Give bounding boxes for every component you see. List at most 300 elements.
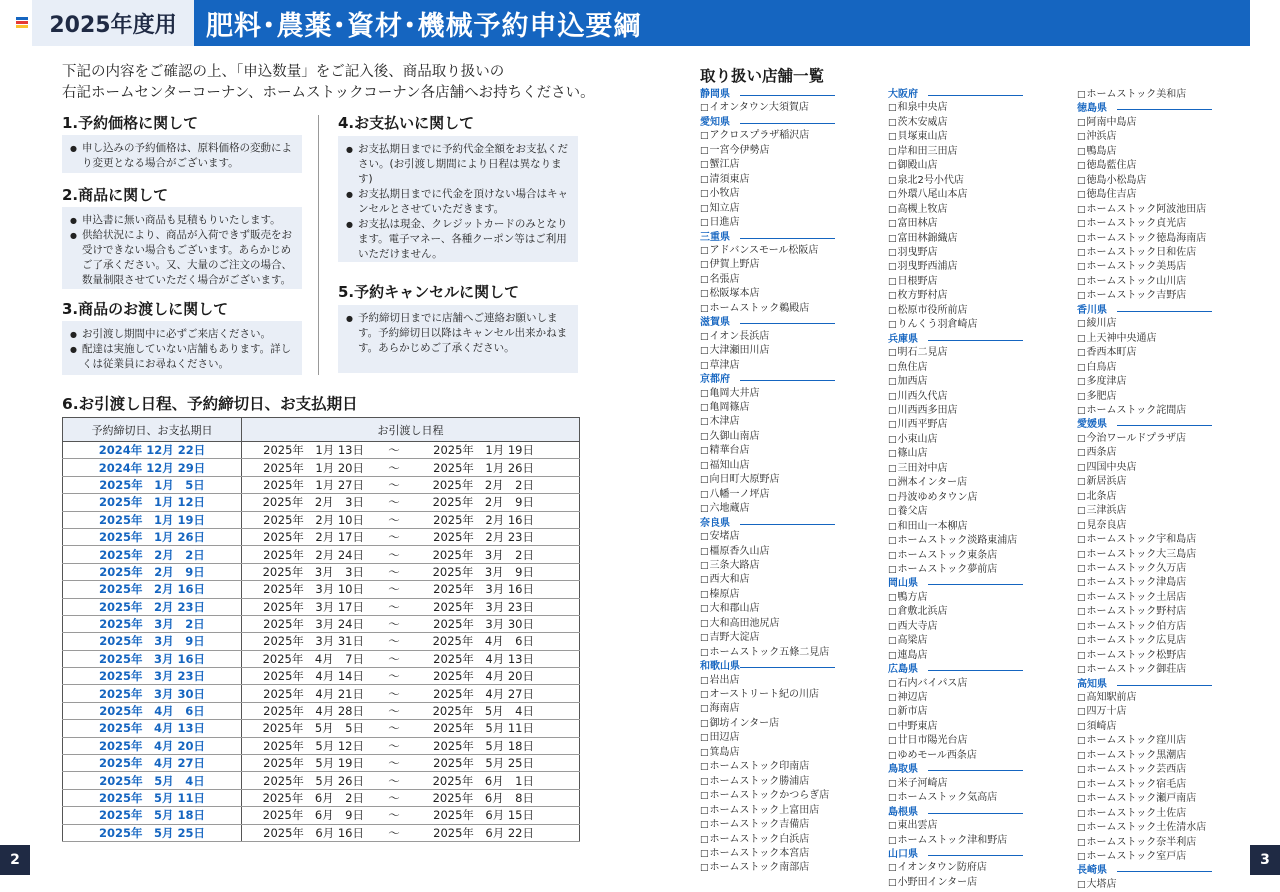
store-item: □ 川西平野店	[888, 418, 1048, 432]
store-item: □ 明石二見店	[888, 346, 1048, 360]
pickup-range	[242, 633, 580, 650]
store-item: □ 多肥店	[1077, 390, 1237, 404]
store-item: □ 今治ワールドプラザ店	[1077, 432, 1237, 446]
store-item: □ 富田林店	[888, 217, 1048, 231]
pickup-range	[242, 528, 580, 545]
pickup-from: 2025年 3月 31日	[263, 634, 364, 649]
range-tilde: 〜	[388, 704, 400, 719]
intro-line: 下記の内容をご確認の上、「申込数量」をご記入後、商品取り扱いの	[62, 64, 505, 80]
prefecture-heading: 奈良県	[700, 517, 860, 530]
store-item: □ 大和郡山店	[700, 602, 860, 616]
pickup-range	[242, 615, 580, 632]
pickup-to: 2025年 3月 23日	[433, 599, 534, 614]
store-item: □ 見奈良店	[1077, 519, 1237, 533]
store-item: □ ホームストック野村店	[1077, 605, 1237, 619]
range-tilde: 〜	[388, 808, 400, 823]
pickup-to: 2025年 2月 2日	[432, 477, 534, 492]
store-item: □ ホームストック東条店	[888, 549, 1048, 563]
prefecture-heading: 広島県	[888, 663, 1048, 676]
pickup-to: 2025年 4月 6日	[432, 634, 534, 649]
store-item: □ りんくう羽倉崎店	[888, 318, 1048, 332]
prefecture-heading: 大阪府	[888, 88, 1048, 101]
store-item: □ 米子河崎店	[888, 777, 1048, 791]
store-item: □ 四万十店	[1077, 705, 1237, 719]
store-item: □ 松阪塚本店	[700, 287, 860, 301]
due-date: 2025年 4月 27日	[63, 755, 242, 772]
store-item: □ ホームストック瀬戸南店	[1077, 792, 1237, 806]
range-tilde: 〜	[388, 738, 400, 753]
store-item: □ 知立店	[700, 202, 860, 216]
store-item: □ アクロスプラザ稲沢店	[700, 129, 860, 143]
store-item: □ 高知駅前店	[1077, 691, 1237, 705]
store-item: □ 倉敷北浜店	[888, 605, 1048, 619]
store-item: □ 香西本町店	[1077, 346, 1237, 360]
store-item: □ イオン長浜店	[700, 330, 860, 344]
store-item: □ ホームストック白浜店	[700, 833, 860, 847]
store-item: □ 西条店	[1077, 446, 1237, 460]
prefecture-heading: 和歌山県	[700, 660, 860, 673]
pickup-from: 2025年 1月 13日	[263, 443, 364, 458]
schedule-row	[63, 598, 580, 615]
section-heading-schedule: 6.お引渡し日程、予約締切日、お支払期日	[62, 395, 358, 413]
schedule-header-pickup: お引渡し日程	[242, 418, 580, 442]
pickup-range	[242, 494, 580, 511]
range-tilde: 〜	[388, 773, 400, 788]
range-tilde: 〜	[388, 686, 400, 701]
store-item: □ 白鳥店	[1077, 361, 1237, 375]
store-item: □ 大和高田池尻店	[700, 617, 860, 631]
bullet-item: ● お支払期日までに代金を頂けない場合はキャンセルとさせていただきます。	[346, 187, 570, 217]
pickup-range	[242, 581, 580, 598]
pickup-from: 2025年 6月 16日	[263, 825, 364, 840]
store-item: □ 三田対中店	[888, 462, 1048, 476]
store-item: □ 綾川店	[1077, 317, 1237, 331]
store-item: □ ホームストック黒潮店	[1077, 749, 1237, 763]
range-tilde: 〜	[388, 495, 400, 510]
pickup-to: 2025年 1月 26日	[433, 460, 534, 475]
range-tilde: 〜	[388, 651, 400, 666]
store-item: □ 三津浜店	[1077, 504, 1237, 518]
prefecture-heading: 兵庫県	[888, 333, 1048, 346]
section-box-payment	[338, 136, 578, 262]
store-item: □ 丹波ゆめタウン店	[888, 491, 1048, 505]
store-item: □ ホームストック五條二見店	[700, 646, 860, 660]
pickup-from: 2025年 5月 19日	[263, 756, 364, 771]
pickup-from: 2025年 3月 3日	[262, 564, 364, 579]
schedule-row	[63, 755, 580, 772]
pickup-to: 2025年 3月 30日	[433, 617, 534, 632]
section-box-price	[62, 135, 302, 173]
store-item: □ 沖浜店	[1077, 130, 1237, 144]
pickup-from: 2025年 4月 21日	[263, 686, 364, 701]
schedule-row	[63, 720, 580, 737]
due-date: 2025年 5月 18日	[63, 807, 242, 824]
schedule-row	[63, 615, 580, 632]
range-tilde: 〜	[388, 599, 400, 614]
store-item: □ 精華台店	[700, 444, 860, 458]
bullet-item: ● 供給状況により、商品が入荷できず販売をお受けできない場合もございます。あらかじめご了承ください。又、大量のご注文の場合、数量制限させていただく場合がございます。	[70, 228, 294, 288]
pickup-range	[242, 668, 580, 685]
section-heading-payment: 4.お支払いに関して	[338, 114, 475, 132]
pickup-from: 2025年 1月 20日	[263, 460, 364, 475]
page-header	[0, 0, 1250, 46]
schedule-row	[63, 668, 580, 685]
prefecture-heading: 愛知県	[700, 116, 860, 129]
range-tilde: 〜	[388, 477, 400, 492]
store-item: □ ホームストックかつらぎ店	[700, 789, 860, 803]
schedule-row	[63, 528, 580, 545]
store-item: □ ホームストック吉野店	[1077, 289, 1237, 303]
store-item: □ 小束山店	[888, 433, 1048, 447]
schedule-row	[63, 633, 580, 650]
store-item: □ 伊賀上野店	[700, 258, 860, 272]
store-item: □ 西大寺店	[888, 620, 1048, 634]
store-item: □ 魚住店	[888, 361, 1048, 375]
schedule-row	[63, 702, 580, 719]
range-tilde: 〜	[388, 443, 400, 458]
store-item: □ 福知山店	[700, 459, 860, 473]
store-item: □ 新市店	[888, 705, 1048, 719]
bullet-item: ● 申込書に無い商品も見積もりいたします。	[70, 213, 294, 228]
range-tilde: 〜	[388, 791, 400, 805]
range-tilde: 〜	[388, 512, 400, 527]
prefecture-heading: 香川県	[1077, 304, 1237, 317]
due-date: 2025年 3月 9日	[63, 633, 242, 650]
pickup-range	[242, 702, 580, 719]
pickup-from: 2025年 3月 10日	[263, 582, 364, 597]
pickup-from: 2025年 3月 17日	[263, 599, 364, 614]
store-item: □ 田辺店	[700, 731, 860, 745]
range-tilde: 〜	[388, 669, 400, 684]
store-item: □ 六地蔵店	[700, 502, 860, 516]
pickup-from: 2025年 5月 5日	[262, 721, 364, 736]
schedule-header-due: 予約締切日、お支払期日	[63, 418, 242, 442]
section-heading-products: 2.商品に関して	[62, 186, 169, 204]
store-item: □ 高槻上牧店	[888, 203, 1048, 217]
pickup-range	[242, 737, 580, 754]
store-item: □ 北条店	[1077, 490, 1237, 504]
pickup-to: 2025年 4月 27日	[433, 686, 534, 701]
pickup-range	[242, 685, 580, 702]
range-tilde: 〜	[388, 564, 400, 579]
schedule-row	[63, 476, 580, 493]
schedule-row	[63, 442, 580, 459]
due-date: 2025年 3月 2日	[63, 615, 242, 632]
store-item: □ ホームストック日和佐店	[1077, 246, 1237, 260]
prefecture-heading: 三重県	[700, 231, 860, 244]
store-item: □ 向日町大原野店	[700, 473, 860, 487]
store-item: □ ホームストック印南店	[700, 760, 860, 774]
due-date: 2025年 2月 2日	[63, 546, 242, 563]
store-item: □ 連島店	[888, 649, 1048, 663]
prefecture-heading: 山口県	[888, 848, 1048, 861]
store-item: □ ホームストック久万店	[1077, 562, 1237, 576]
store-item: □ オーストリート紀の川店	[700, 688, 860, 702]
store-item: □ ホームストック鵜殿店	[700, 302, 860, 316]
due-date: 2025年 1月 19日	[63, 511, 242, 528]
pickup-to: 2025年 3月 9日	[432, 564, 534, 579]
pickup-range	[242, 755, 580, 772]
range-tilde: 〜	[388, 825, 400, 840]
store-item: □ 海南店	[700, 702, 860, 716]
store-item: □ 中野東店	[888, 720, 1048, 734]
store-item: □ ホームストック詫間店	[1077, 404, 1237, 418]
year-label: 2025年度用	[32, 0, 194, 46]
store-item: □ 小牧店	[700, 187, 860, 201]
schedule-row	[63, 650, 580, 667]
store-item: □ 日根野店	[888, 275, 1048, 289]
store-item: □ ホームストック窪川店	[1077, 734, 1237, 748]
store-item: □ 箕島店	[700, 746, 860, 760]
range-tilde: 〜	[388, 721, 400, 736]
store-item: □ ホームストック淡路東浦店	[888, 534, 1048, 548]
pickup-range	[242, 772, 580, 789]
schedule-table	[62, 417, 580, 842]
store-item: □ 榛原店	[700, 588, 860, 602]
prefecture-heading: 長崎県	[1077, 864, 1237, 877]
store-item: □ ゆめモール西条店	[888, 749, 1048, 763]
store-item: □ ホームストック山川店	[1077, 275, 1237, 289]
store-item: □ 石内バイパス店	[888, 677, 1048, 691]
store-item: □ 和田山一本柳店	[888, 520, 1048, 534]
pickup-range	[242, 824, 580, 841]
pickup-to: 2025年 5月 18日	[433, 738, 534, 753]
store-item: □ ホームストック宇和島店	[1077, 533, 1237, 547]
store-item: □ 蟹江店	[700, 158, 860, 172]
pickup-to: 2025年 1月 19日	[433, 443, 534, 458]
store-item: □ イオンタウン防府店	[888, 861, 1048, 875]
store-item: □ ホームストック広見店	[1077, 634, 1237, 648]
store-item: □ 高梁店	[888, 634, 1048, 648]
range-tilde: 〜	[388, 634, 400, 649]
store-item: □ 四国中央店	[1077, 461, 1237, 475]
pickup-to: 2025年 5月 4日	[432, 704, 534, 719]
range-tilde: 〜	[388, 617, 400, 632]
prefecture-heading: 京都府	[700, 373, 860, 386]
store-item: □ ホームストック土佐清水店	[1077, 821, 1237, 835]
range-tilde: 〜	[388, 460, 400, 475]
store-item: □ ホームストック上富田店	[700, 804, 860, 818]
pickup-from: 2025年 6月 9日	[262, 808, 364, 823]
range-tilde: 〜	[388, 582, 400, 597]
store-item: □ 八幡一ノ坪店	[700, 488, 860, 502]
store-item: □ 岸和田三田店	[888, 145, 1048, 159]
pickup-range	[242, 807, 580, 824]
store-column	[700, 88, 860, 876]
schedule-row	[63, 563, 580, 580]
bullet-item: ● 予約締切日までに店舗へご連絡お願いします。予約締切日以降はキャンセル出来かねます。あらかじめご了承ください。	[346, 311, 570, 356]
intro-text	[62, 62, 622, 104]
pickup-from: 2025年 5月 12日	[263, 738, 364, 753]
pickup-from: 2025年 4月 7日	[262, 651, 364, 666]
pickup-from: 2025年 2月 24日	[263, 547, 364, 562]
prefecture-heading: 岡山県	[888, 577, 1048, 590]
due-date: 2025年 2月 16日	[63, 581, 242, 598]
store-column	[888, 88, 1048, 890]
pickup-to: 2025年 2月 16日	[433, 512, 534, 527]
store-item: □ 西大和店	[700, 573, 860, 587]
store-item: □ 川西西多田店	[888, 404, 1048, 418]
store-item: □ ホームストック阿波池田店	[1077, 203, 1237, 217]
due-date: 2025年 3月 23日	[63, 668, 242, 685]
logo-mark-icon	[16, 17, 28, 29]
pickup-from: 2025年 4月 14日	[263, 669, 364, 684]
pickup-from: 2025年 5月 26日	[263, 773, 364, 788]
store-item: □ ホームストック夢前店	[888, 563, 1048, 577]
store-item: □ 清須東店	[700, 173, 860, 187]
range-tilde: 〜	[388, 547, 400, 562]
pickup-range	[242, 650, 580, 667]
store-item: □ 多度津店	[1077, 375, 1237, 389]
prefecture-heading: 徳島県	[1077, 102, 1237, 115]
store-item: □ 鴨島店	[1077, 145, 1237, 159]
pickup-to: 2025年 4月 13日	[433, 651, 534, 666]
prefecture-heading: 高知県	[1077, 678, 1237, 691]
pickup-from: 2025年 1月 27日	[263, 477, 364, 492]
store-item: □ 富田林錦織店	[888, 232, 1048, 246]
store-item: □ 松原市役所前店	[888, 304, 1048, 318]
store-item: □ ホームストック津和野店	[888, 834, 1048, 848]
page-number-left: 2	[0, 845, 30, 875]
section-box-products	[62, 207, 302, 289]
store-item: □ ホームストック大三島店	[1077, 548, 1237, 562]
pickup-range	[242, 720, 580, 737]
bullet-item: ● お支払期日までに予約代金全額をお支払ください。(お引渡し期間により日程は異なります)	[346, 142, 570, 187]
store-item: □ ホームストック津島店	[1077, 576, 1237, 590]
bullet-item: ● 配達は実施していない店舗もあります。詳しくは従業員にお尋ねください。	[70, 342, 294, 372]
store-item: □ ホームストック宿毛店	[1077, 778, 1237, 792]
schedule-row	[63, 546, 580, 563]
page-title: 肥料･農薬･資材･機械予約申込要綱	[194, 0, 1250, 46]
store-item: □ 久御山南店	[700, 430, 860, 444]
pickup-from: 2025年 2月 17日	[263, 530, 364, 545]
due-date: 2025年 5月 4日	[63, 772, 242, 789]
schedule-row	[63, 789, 580, 806]
schedule-row	[63, 737, 580, 754]
store-item: □ 阿南中島店	[1077, 116, 1237, 130]
store-item: □ 須崎店	[1077, 720, 1237, 734]
store-item: □ ホームストック御荘店	[1077, 663, 1237, 677]
pickup-from: 2025年 6月 2日	[262, 791, 364, 805]
pickup-range	[242, 598, 580, 615]
section-box-cancel	[338, 305, 578, 373]
store-item: □ ホームストック土居店	[1077, 591, 1237, 605]
store-item: □ 羽曳野西浦店	[888, 260, 1048, 274]
schedule-row	[63, 772, 580, 789]
bullet-item: ● お引渡し期間中に必ずご来店ください。	[70, 327, 294, 342]
due-date: 2024年 12月 22日	[63, 442, 242, 459]
store-item: □ 徳島藍住店	[1077, 159, 1237, 173]
store-item: □ 大塔店	[1077, 878, 1237, 892]
store-item: □ 茨木安威店	[888, 116, 1048, 130]
store-item: □ ホームストック美馬店	[1077, 260, 1237, 274]
store-item: □ ホームストック芸西店	[1077, 763, 1237, 777]
due-date: 2025年 2月 23日	[63, 598, 242, 615]
store-item: □ ホームストック気高店	[888, 791, 1048, 805]
store-item: □ ホームストック奈半利店	[1077, 836, 1237, 850]
schedule-row	[63, 459, 580, 476]
store-item: □ 安堵店	[700, 530, 860, 544]
store-item: □ 泉北2号小代店	[888, 174, 1048, 188]
due-date: 2025年 5月 11日	[63, 789, 242, 806]
prefecture-heading: 島根県	[888, 806, 1048, 819]
due-date: 2025年 2月 9日	[63, 563, 242, 580]
page-number-right: 3	[1250, 845, 1280, 875]
store-item: □ 亀岡大井店	[700, 387, 860, 401]
store-item: □ 名張店	[700, 273, 860, 287]
store-column	[1077, 88, 1237, 892]
section-box-delivery	[62, 321, 302, 375]
store-item: □ 貝塚東山店	[888, 130, 1048, 144]
store-item: □ 御殿山店	[888, 159, 1048, 173]
store-item: □ ホームストック伯方店	[1077, 620, 1237, 634]
prefecture-heading: 鳥取県	[888, 763, 1048, 776]
pickup-to: 2025年 5月 25日	[433, 756, 534, 771]
store-item: □ ホームストック本宮店	[700, 847, 860, 861]
store-item: □ 大津瀬田川店	[700, 344, 860, 358]
store-item: □ ホームストック徳島海南店	[1077, 232, 1237, 246]
schedule-row	[63, 824, 580, 841]
store-item: □ 鴨方店	[888, 591, 1048, 605]
store-item: □ ホームストック勝浦店	[700, 775, 860, 789]
range-tilde: 〜	[388, 530, 400, 545]
store-item: □ ホームストック土佐店	[1077, 807, 1237, 821]
pickup-to: 2025年 6月 1日	[432, 773, 534, 788]
store-item: □ 一宮今伊勢店	[700, 144, 860, 158]
store-item: □ 洲本インター店	[888, 476, 1048, 490]
pickup-to: 2025年 6月 22日	[433, 825, 534, 840]
store-item: □ 木津店	[700, 415, 860, 429]
due-date: 2025年 1月 12日	[63, 494, 242, 511]
range-tilde: 〜	[388, 756, 400, 771]
schedule-row	[63, 511, 580, 528]
pickup-range	[242, 789, 580, 806]
section-heading-delivery: 3.商品のお渡しに関して	[62, 300, 229, 318]
pickup-to: 2025年 3月 16日	[433, 582, 534, 597]
store-item: □ イオンタウン大須賀店	[700, 101, 860, 115]
pickup-range	[242, 546, 580, 563]
schedule-row	[63, 685, 580, 702]
due-date: 2025年 4月 20日	[63, 737, 242, 754]
store-item: □ ホームストック南部店	[700, 861, 860, 875]
store-item: □ 日進店	[700, 216, 860, 230]
store-item: □ 三条大路店	[700, 559, 860, 573]
store-item: □ 神辺店	[888, 691, 1048, 705]
store-item: □ 徳島住吉店	[1077, 188, 1237, 202]
pickup-to: 2025年 5月 11日	[433, 721, 534, 736]
section-heading-price: 1.予約価格に関して	[62, 114, 199, 132]
store-item: □ 草津店	[700, 359, 860, 373]
store-item: □ 川西久代店	[888, 390, 1048, 404]
pickup-from: 2025年 2月 3日	[262, 495, 364, 510]
due-date: 2025年 4月 13日	[63, 720, 242, 737]
pickup-to: 2025年 4月 20日	[433, 669, 534, 684]
store-item: □ 橿原香久山店	[700, 545, 860, 559]
schedule-row	[63, 807, 580, 824]
store-item: □ 加西店	[888, 375, 1048, 389]
store-item: □ 東出雲店	[888, 819, 1048, 833]
pickup-from: 2025年 3月 24日	[263, 617, 364, 632]
store-item: □ ホームストック美和店	[1077, 88, 1237, 102]
pickup-range	[242, 563, 580, 580]
store-item: □ 徳島小松島店	[1077, 174, 1237, 188]
store-list-title: 取り扱い店舗一覧	[700, 67, 825, 85]
bullet-item: ● お支払は現金、クレジットカードのみとなります。電子マネー、各種クーポン等はご利用いただけません。	[346, 217, 570, 262]
store-item: □ ホームストック貞光店	[1077, 217, 1237, 231]
pickup-range	[242, 442, 580, 459]
store-item: □ ホームストック吉備店	[700, 818, 860, 832]
store-item: □ 羽曳野店	[888, 246, 1048, 260]
